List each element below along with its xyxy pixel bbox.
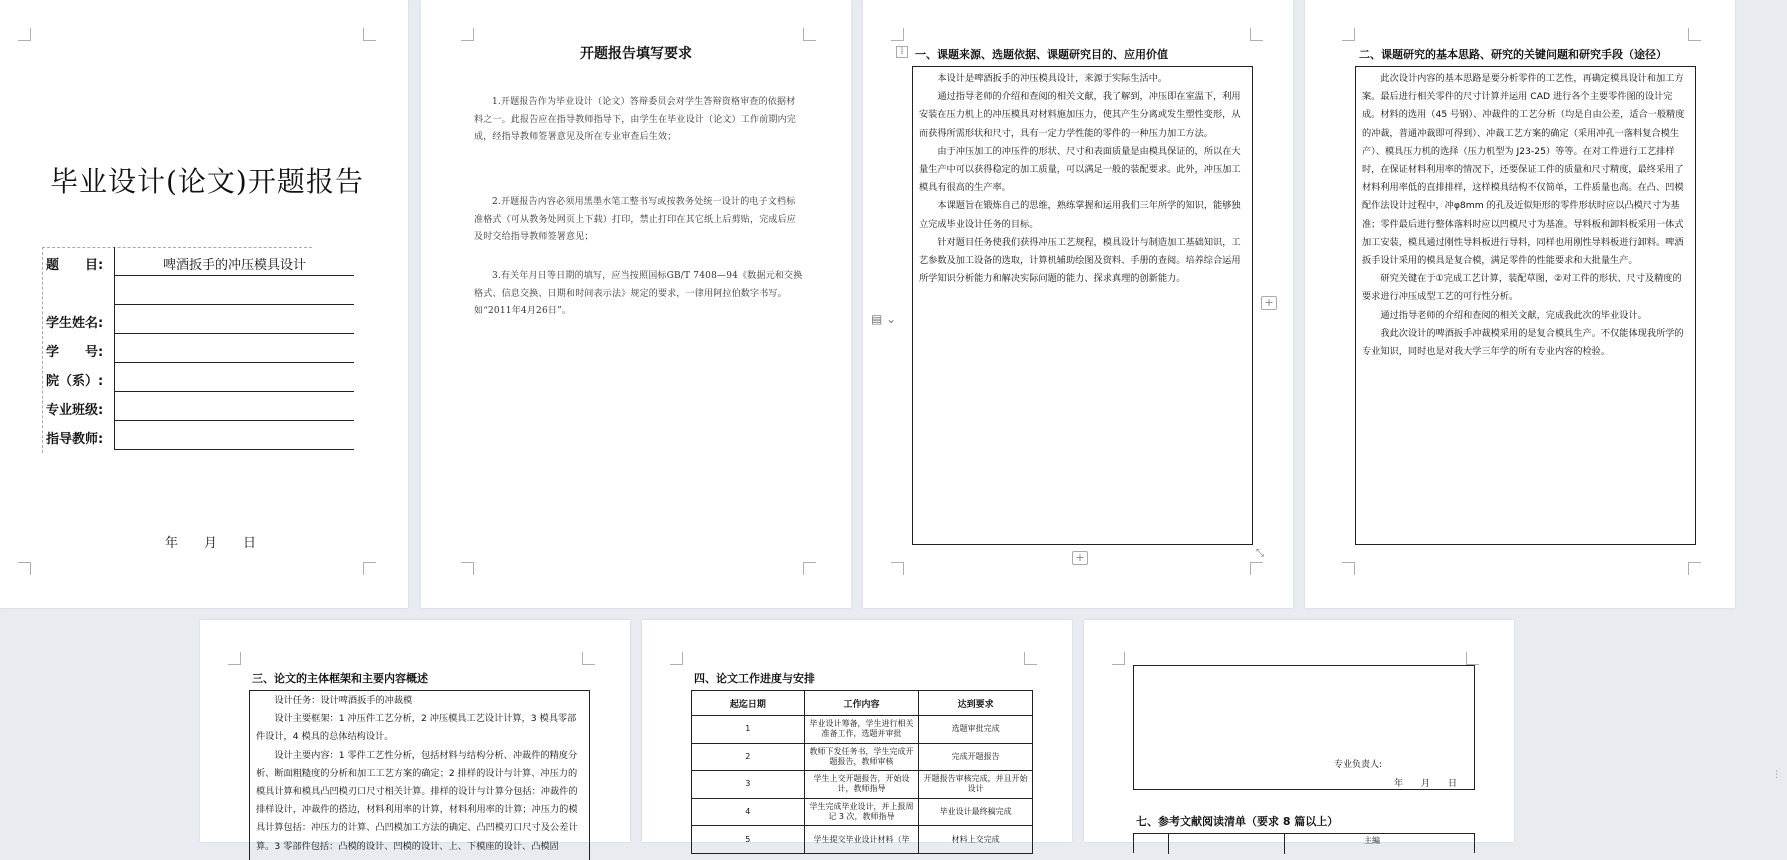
cell-content: 学生提交毕业设计材料（毕 [804, 826, 919, 854]
cell-date: 3 [692, 771, 805, 799]
crop-mark [18, 28, 31, 41]
paragraph: 研究关键在于①完成工艺计算，装配草图，②对工件的形状、尺寸及精度的要求进行冲压成型工艺的可行性分析。 [1362, 273, 1682, 303]
references-table [1133, 833, 1475, 853]
table-row [692, 743, 1033, 771]
table-row [692, 771, 1033, 799]
cover-date: 年 月 日 [165, 536, 257, 551]
requirement-item: 2.开题报告内容必须用黑墨水笔工整书写或按教务处统一设计的电子文档标准格式（可从教务处网页上下载）打印，禁止打印在其它纸上后剪贴，完成后应及时交给指导教师签署意见； [474, 197, 797, 242]
cell-requirement: 选题审批完成 [919, 716, 1033, 744]
section-3-box [249, 690, 590, 860]
crop-mark [670, 652, 683, 665]
sign-label: 专业负责人: [1334, 760, 1383, 770]
signature-box [1133, 665, 1475, 790]
crop-mark [1112, 652, 1125, 665]
page-requirements [421, 0, 851, 608]
cell-content: 学生上交开题报告，开始设计，教师指导 [804, 771, 919, 799]
cell-requirement: 开题报告审核完成，并且开始设计 [919, 771, 1033, 799]
field-label: 题 目: [46, 258, 104, 273]
references-col-header: 主編 [1364, 836, 1380, 845]
column-header: 工作内容 [804, 691, 919, 716]
paragraph: 本课题旨在锻炼自己的思维，熟练掌握和运用我们三年所学的知识，能够独立完成毕业设计任务的目标。 [919, 200, 1241, 230]
paragraph: 通过指导老师的介绍和查阅的相关文献，完成我此次的毕业设计。 [1380, 309, 1647, 321]
crop-mark [891, 28, 904, 41]
crop-mark [803, 28, 816, 41]
cell-requirement: 毕业设计最终稿完成 [919, 798, 1033, 826]
field-label: 学生姓名: [46, 316, 104, 331]
paragraph: 设计任务：设计啤酒扳手的冲裁模 [274, 695, 413, 706]
crop-mark [1342, 562, 1355, 575]
section-7-title: 七、参考文献阅读清单（要求 8 篇以上） [1136, 815, 1339, 828]
crop-mark [461, 28, 474, 41]
cover-title: 毕业设计(论文)开题报告 [50, 165, 364, 198]
table-row [692, 826, 1033, 854]
column-header: 起迄日期 [692, 691, 805, 716]
page-section-1 [863, 0, 1293, 608]
paragraph: 通过指导老师的介绍和查阅的相关文献，我了解到，冲压即在室温下，利用安装在压力机上的冲压模具对材料施加压力，使其产生分离或发生塑性变形，从而获得所需形状和尺寸，具有一定力学性能的零件的一种压力加工方法。 [919, 91, 1241, 139]
crop-mark [891, 562, 904, 575]
paragraph: 由于冲压加工的冲压件的形状、尺寸和表面质量是由模具保证的，所以在大量生产中可以获得稳定的加工质量，可以满足一般的装配要求。此外，冲压加工模具有很高的生产率。 [919, 145, 1241, 194]
sign-date: 年 月 日 [1394, 779, 1458, 789]
crop-mark [582, 652, 595, 665]
requirement-item: 3.有关年月日等日期的填写，应当按照国标GB/T 7408—94《数据元和交换格式、信息交换、日期和时间表示法》规定的要求，一律用阿拉伯数字书写。如“2011年4月26日”。 [474, 271, 803, 316]
cell-requirement: 完成开题报告 [919, 743, 1033, 771]
crop-mark [803, 562, 816, 575]
add-column-icon[interactable]: + [1261, 296, 1277, 310]
crop-mark [363, 28, 376, 41]
cell-date: 4 [692, 798, 805, 826]
paragraph: 此次设计内容的基本思路是要分析零件的工艺性，再确定模具设计和加工方案。最后进行相关零件的尺寸计算并运用 CAD 进行各个主要零件图的设计完成。材料的选用（45 号钢）、冲裁件的工艺分析（均是自由公差，适合一般精度的冲裁，普通冲裁即可得到）、冲裁工艺方案的确定（采用冲孔一落料复合模生产）、模具压力机的选择（压力机型为 J23-25）等等。在对工件进行工艺排样时，在保证材料利用率的情况下，还要保证工件的质量和尺寸精度，最终采用了材料利用率低的直排排样，这样模具结构不仅简单，工件质量也高。在凸、凹模配作法设计过程中，冲φ8mm 的孔及近似矩形的零件形状时应以凸模尺寸为基准；零件最后进行整体落料时应以凹模尺寸为基准。导料板和卸料板采用一体式加工安装，模具通过刚性导料板进行导料，同样也用刚性导料板进行卸料。啤酒扳手设计采用的模具是复合模，满足零件的性能要求和大批量生产。 [1362, 73, 1685, 267]
cell-requirement: 材料上交完成 [919, 826, 1033, 854]
field-label: 学 号: [46, 345, 104, 360]
table-row [692, 716, 1033, 744]
paragraph: 设计主要内容：1 零件工艺性分析，包括材料与结构分析、冲裁件的精度分析、断面粗糙度的分析和加工工艺方案的确定；2 排样的设计与计算、冲压力的模具计算和模具凸凹模刃口尺寸相关计算。排样的设计与计算分包括：冲裁件的排样设计，冲裁件的搭边，材料利用率的计算，材料利用率的计算；冲压力的模具计算包括：冲压力的计算、凸凹模加工方法的确定、凸凹模刃口尺寸及公差计算。3 零部件包括：凸模的设计、凹模的设计、上、下模座的设计、凸模固 [256, 749, 578, 852]
field-title-value[interactable]: 啤酒扳手的冲压模具设计 [162, 258, 306, 273]
table-header-row [692, 691, 1033, 716]
table-resize-icon[interactable]: ⤡ [1256, 548, 1264, 559]
section-1-title: 一、课题来源、选题依据、课题研究目的、应用价值 [915, 48, 1168, 61]
paragraph: 本设计是啤酒扳手的冲压模具设计，来源于实际生活中。 [937, 73, 1168, 84]
field-label: 指导教师: [46, 432, 104, 447]
crop-mark [461, 562, 474, 575]
crop-mark [1688, 28, 1701, 41]
section-1-box [912, 66, 1253, 545]
cell-content: 教师下发任务书，学生完成开题报告，教师审核 [804, 743, 919, 771]
section-2-box [1355, 66, 1696, 545]
requirements-title: 开题报告填写要求 [580, 46, 692, 62]
table-tool-icon[interactable]: ▤ ⌄ [871, 312, 897, 326]
page-section-4 [642, 620, 1072, 842]
column-header: 达到要求 [919, 691, 1033, 716]
crop-mark [1342, 28, 1355, 41]
table-row [692, 798, 1033, 826]
table-move-handle-icon[interactable]: ⁞ [896, 46, 908, 58]
crop-mark [18, 562, 31, 575]
field-label: 院（系）: [46, 374, 104, 389]
section-2-title: 二、课题研究的基本思路、研究的关键问题和研究手段（途径） [1359, 48, 1667, 61]
crop-mark [363, 562, 376, 575]
crop-mark [1024, 652, 1037, 665]
crop-mark [1466, 652, 1479, 665]
scroll-indicator-icon[interactable]: ⋮ [1772, 770, 1781, 780]
page-section-7 [1084, 620, 1514, 845]
page-section-2 [1305, 0, 1735, 608]
paragraph: 我此次设计的啤酒扳手冲裁模采用的是复合模具生产。不仅能体现我所学的专业知识，同时也是对我大学三年学的所有专业内容的检验。 [1362, 327, 1684, 358]
field-label: 专业班级: [46, 403, 104, 418]
crop-mark [1250, 28, 1263, 41]
paragraph: 设计主要框架：1 冲压件工艺分析，2 冲压模具工艺设计计算，3 模具零部件设计，4 模具的总体结构设计。 [256, 713, 577, 743]
schedule-table [691, 690, 1033, 854]
crop-mark [1250, 562, 1263, 575]
cell-date: 5 [692, 826, 805, 854]
page-section-3 [200, 620, 630, 852]
cell-content: 毕业设计筹备，学生进行相关准备工作，选题并审批 [804, 716, 919, 744]
crop-mark [228, 652, 241, 665]
add-row-icon[interactable]: + [1072, 551, 1088, 565]
crop-mark [1688, 562, 1701, 575]
paragraph: 针对题目任务使我们获得冲压工艺规程，模具设计与制造加工基础知识，工艺参数及加工设备的选取，计算机辅助绘图及资料、手册的查阅。培养综合运用所学知识分析能力和解决实际问题的能力、探求真理的创新能力。 [919, 236, 1241, 285]
cell-content: 学生完成毕业设计，并上报周记 3 次，教师指导 [804, 798, 919, 826]
page-cover [0, 0, 408, 608]
cell-date: 1 [692, 716, 805, 744]
cell-date: 2 [692, 743, 805, 771]
section-3-title: 三、论文的主体框架和主要内容概述 [252, 672, 428, 685]
section-4-title: 四、论文工作进度与安排 [694, 672, 815, 685]
requirement-item: 1.开题报告作为毕业设计（论文）答辩委员会对学生答辩资格审查的依据材料之一。此报告应在指导教师指导下，由学生在毕业设计（论文）工作前期内完成，经指导教师签署意见及所在专业审查后生效； [474, 97, 797, 142]
